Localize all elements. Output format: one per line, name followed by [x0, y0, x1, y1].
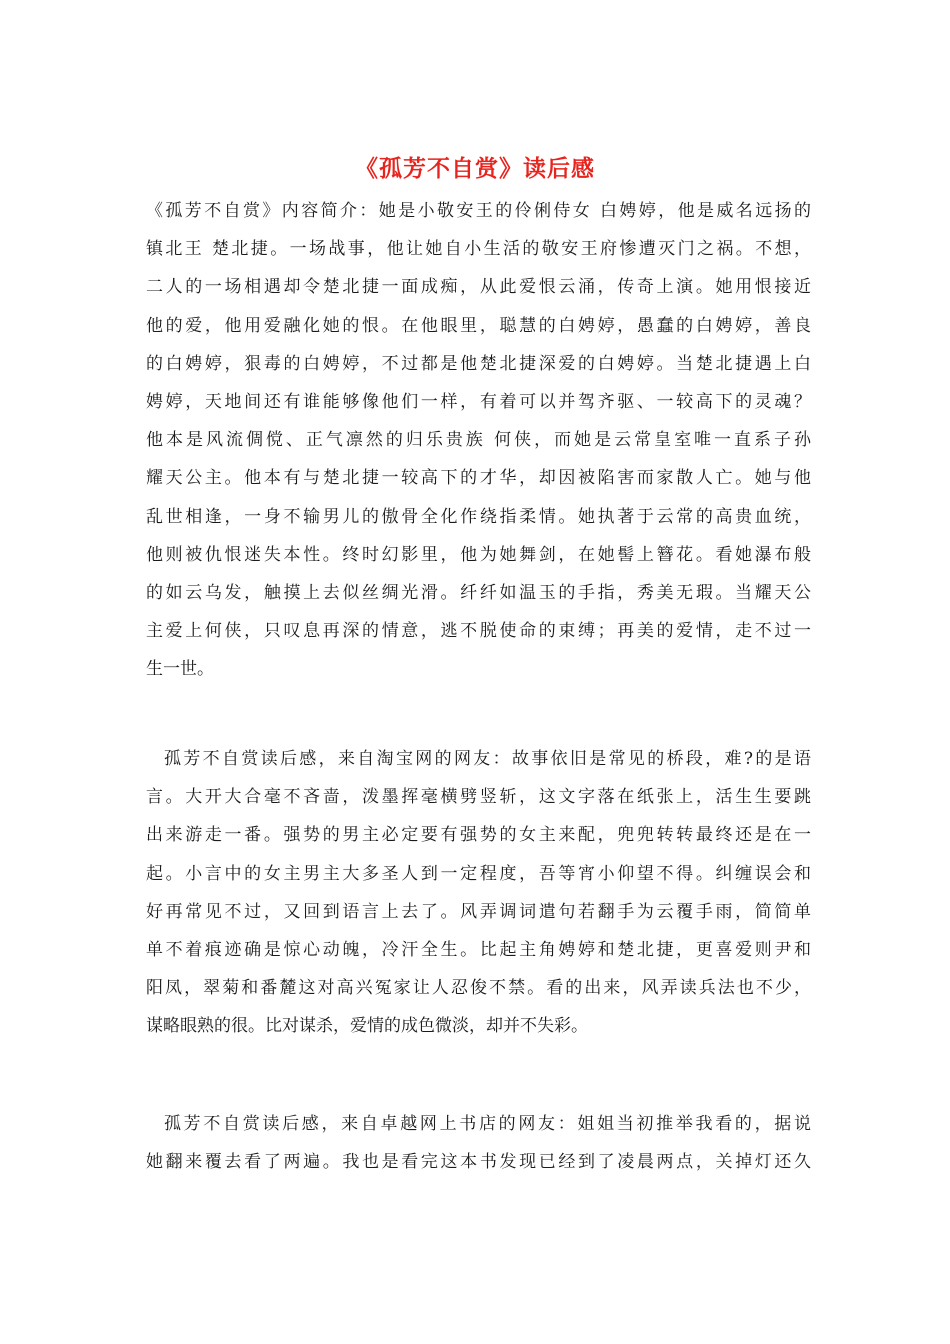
text-line: 孤芳不自赏读后感，来自淘宝网的网友：故事依旧是常见的桥段，难?的是语 [164, 749, 811, 769]
text-line: 单不着痕迹确是惊心动魄，冷汗全生。比起主角娉婷和楚北捷，更喜爱则尹和 [146, 939, 811, 960]
text-line: 好再常见不过，又回到语言上去了。风弄调词遣句若翻手为云覆手雨，简简单 [146, 901, 811, 922]
text-line: 孤芳不自赏读后感，来自卓越网上书店的网友：姐姐当初推举我看的，据说 [164, 1114, 811, 1134]
paragraph-synopsis [146, 192, 811, 688]
text-line: 娉婷，天地间还有谁能够像他们一样，有着可以并驾齐驱、一较高下的灵魂？ [146, 391, 811, 412]
text-line: 二人的一场相遇却令楚北捷一面成痴，从此爱恨云涌，传奇上演。她用恨接近 [146, 277, 811, 298]
document-title: 《孤芳不自赏》读后感 [355, 155, 595, 182]
text-line: 《孤芳不自赏》内容简介：她是小敬安王的伶俐侍女 白娉婷，他是威名远扬的 [146, 201, 811, 221]
text-line: 他的爱，他用爱融化她的恨。在他眼里，聪慧的白娉婷，愚蠢的白娉婷，善良 [146, 315, 811, 336]
text-line: 镇北王 楚北捷。一场战事，他让她自小生活的敬安王府惨遭灭门之祸。不想， [146, 239, 811, 260]
text-line: 出来游走一番。强势的男主必定要有强势的女主来配，兜兜转转最终还是在一 [146, 825, 811, 846]
text-line: 他则被仇恨迷失本性。终时幻影里，他为她舞剑，在她髻上簪花。看她瀑布般 [146, 544, 811, 565]
text-line: 主爱上何侠，只叹息再深的情意，逃不脱使命的束缚；再美的爱情，走不过一 [146, 621, 811, 642]
text-line: 言。大开大合毫不吝啬，泼墨挥毫横劈竖斩，这文字落在纸张上，活生生要跳 [146, 787, 811, 808]
text-line: 谋略眼熟的很。比对谋杀，爱情的成色微淡，却并不失彩。 [146, 1016, 588, 1037]
text-line: 她翻来覆去看了两遍。我也是看完这本书发现已经到了凌晨两点，关掉灯还久 [146, 1152, 811, 1173]
text-line: 的白娉婷，狠毒的白娉婷，不过都是他楚北捷深爱的白娉婷。当楚北捷遇上白 [146, 353, 811, 374]
paragraph-review-taobao [146, 740, 811, 1046]
text-line: 耀天公主。他本有与楚北捷一较高下的才华，却因被陷害而家散人亡。她与他 [146, 468, 811, 489]
text-line: 的如云乌发，触摸上去似丝绸光滑。纤纤如温玉的手指，秀美无瑕。当耀天公 [146, 582, 811, 603]
text-line: 他本是风流倜傥、正气凛然的归乐贵族 何侠，而她是云常皇室唯一直系子孙 [146, 430, 811, 451]
text-line: 阳凤，翠菊和番麓这对高兴冤家让人忍俊不禁。看的出来，风弄读兵法也不少， [146, 978, 811, 999]
paragraph-review-joyo [146, 1105, 811, 1181]
text-line: 起。小言中的女主男主大多圣人到一定程度，吾等宵小仰望不得。纠缠误会和 [146, 863, 811, 884]
text-line: 生一世。 [146, 659, 214, 680]
text-line: 乱世相逢，一身不输男儿的傲骨全化作绕指柔情。她执著于云常的高贵血统， [146, 506, 811, 527]
